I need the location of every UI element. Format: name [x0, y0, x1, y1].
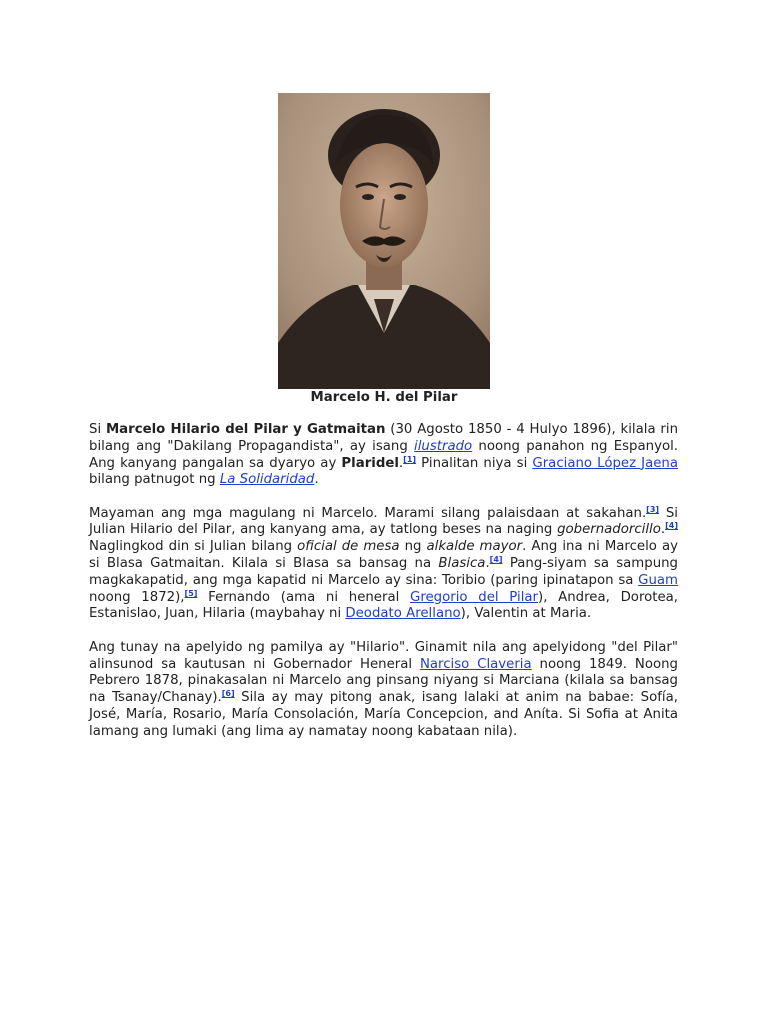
text: Si Julian Hilario del Pilar, ang kanyang ama, ay tatlong beses na naging	[89, 505, 678, 538]
text: Pinalitan niya si	[416, 455, 533, 471]
text: .	[314, 472, 319, 488]
reference-link-4[interactable]: [4]	[489, 555, 503, 565]
text: ), Valentin at Maria.	[460, 606, 592, 622]
reference-link-6[interactable]: [6]	[221, 689, 235, 699]
figure-caption: Marcelo H. del Pilar	[310, 390, 458, 405]
portrait-photo	[278, 93, 490, 389]
text: noong panahon ng Espanyol. Ang kanyang pangalan sa dyaryo ay	[89, 438, 679, 471]
paragraph-family	[89, 506, 678, 624]
text: Sila ay may pitong anak, isang lalaki at anim na babae: Sofía, José, María, Rosario, María Consolación, María Concepcion, and Aníta. Si Sofia at Anita lamang ang lumaki (ang lima ay namatay noong kabataan nila).	[89, 690, 678, 739]
text: Mayaman ang mga magulang ni Marcelo. Marami silang palaisdaan at sakahan.	[89, 505, 647, 521]
link-gregorio-del-pilar[interactable]: Gregorio del Pilar	[410, 589, 539, 605]
text: Ang tunay na apelyido ng pamilya ay "Hilario". Ginamit nila ang apelyidong "del Pilar" alinsunod sa kautusan ni Gobernador Heneral	[89, 639, 678, 672]
text: Fernando (ama ni heneral	[197, 589, 411, 605]
text: . Ang ina ni Marcelo ay si Blasa Gatmaitan. Kilala si Blasa sa bansag na	[89, 539, 678, 572]
text: ), Andrea, Dorotea, Estanislao, Juan, Hilaria (maybahay ni	[89, 589, 679, 622]
subject-name: Marcelo Hilario del Pilar y Gatmaitan	[105, 422, 386, 437]
link-deodato-arellano[interactable]: Deodato Arellano	[345, 606, 461, 622]
paragraph-surname	[89, 640, 678, 741]
text: .	[398, 455, 404, 471]
text: (30 Agosto 1850 - 4 Hulyo 1896), kilala rin bilang ang "Dakilang Propagandista", ay isang	[89, 422, 678, 454]
link-guam[interactable]: Guam	[638, 572, 678, 588]
link-graciano-lopez-jaena[interactable]: Graciano López Jaena	[532, 455, 678, 471]
link-narciso-claveria[interactable]: Narciso Claveria	[419, 656, 532, 672]
link-la-solidaridad[interactable]: La Solidaridad	[219, 472, 315, 488]
text: ng	[399, 539, 427, 555]
text: noong 1849. Noong Pebrero 1878, pinakasalan ni Marcelo ang pinsang niyang si Marciana (kilala sa bansag na Tsanay/Chanay).	[89, 656, 678, 706]
term-blasica: Blasica	[438, 556, 486, 572]
pen-name: Plaridel	[341, 455, 399, 471]
term-gobernadorcillo: gobernadorcillo	[557, 522, 661, 538]
term-oficial-de-mesa: oficial de mesa	[297, 539, 400, 555]
term-alkalde-mayor: alkalde mayor	[426, 539, 523, 555]
text: bilang patnugot ng	[89, 472, 220, 488]
text: Naglingkod din si Julian bilang	[89, 539, 298, 555]
article-body	[89, 93, 678, 741]
text: noong 1872),	[89, 589, 185, 605]
link-ilustrado[interactable]: ilustrado	[414, 438, 473, 454]
reference-link-4[interactable]: [4]	[665, 521, 678, 531]
reference-link-5[interactable]: [5]	[184, 588, 198, 598]
text: .	[660, 522, 666, 538]
text: .	[485, 556, 490, 572]
paragraph-intro	[89, 422, 678, 489]
text: Pang-siyam sa sampung magkakapatid, ang mga kapatid ni Marcelo ay sina: Toribio (paring ipinatapon sa	[89, 556, 678, 588]
portrait-figure	[278, 93, 490, 406]
reference-link-1[interactable]: [1]	[403, 454, 417, 464]
text: Si	[89, 422, 106, 437]
reference-link-3[interactable]: [3]	[646, 504, 660, 514]
